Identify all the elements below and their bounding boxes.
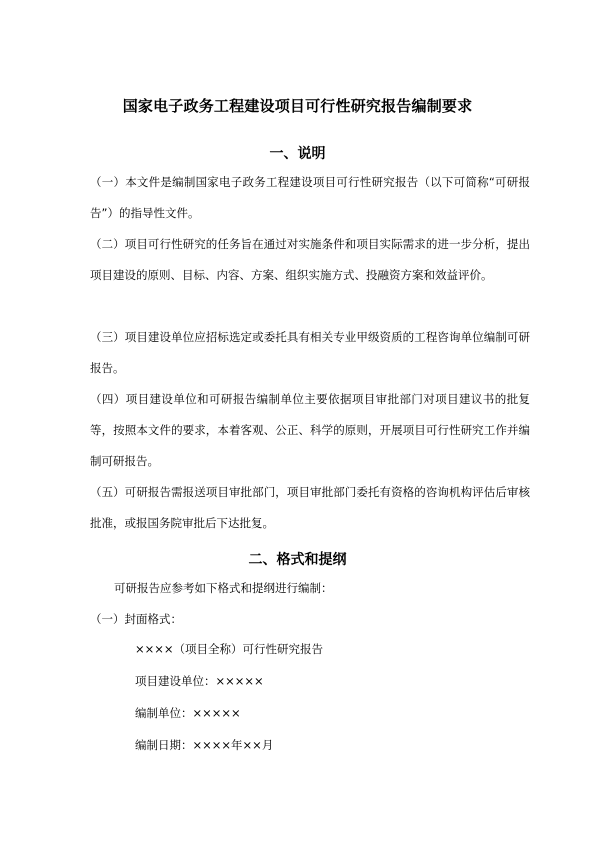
format-intro: 可研报告应参考如下格式和提纲进行编制： (114, 581, 333, 595)
section-heading-explanation: 一、说明 (269, 146, 326, 162)
document-title: 国家电子政务工程建设项目可行性研究报告编制要求 (122, 97, 473, 115)
paragraph-3: （三）项目建设单位应招标选定或委托具有相关专业甲级资质的工程咨询单位编制可研报告。 (90, 330, 530, 375)
paragraph-5: （五）可研报告需报送项目审批部门，项目审批部门委托有资格的咨询机构评估后审核批准，或报国务院审批后下达批复。 (90, 485, 530, 530)
cover-line-title: ××××（项目全称）可行性研究报告 (135, 642, 324, 656)
cover-line-date: 编制日期：××××年××月 (135, 738, 274, 752)
paragraph-2: （二）项目可行性研究的任务旨在通过对实施条件和项目实际需求的进一步分析，提出项目建设的原则、目标、内容、方案、组织实施方式、投融资方案和效益评价。 (90, 237, 530, 282)
cover-format-label: （一）封面格式： (90, 612, 182, 626)
paragraph-1: （一）本文件是编制国家电子政务工程建设项目可行性研究报告（以下可简称“可研报告”）的指导性文件。 (90, 175, 530, 220)
cover-line-author: 编制单位：××××× (135, 706, 241, 720)
section-heading-format: 二、格式和提纲 (248, 552, 347, 568)
cover-line-unit: 项目建设单位：××××× (135, 674, 264, 688)
paragraph-4: （四）项目建设单位和可研报告编制单位主要依据项目审批部门对项目建议书的批复等，按照本文件的要求，本着客观、公正、科学的原则，开展项目可行性研究工作并编制可研报告。 (90, 392, 530, 468)
